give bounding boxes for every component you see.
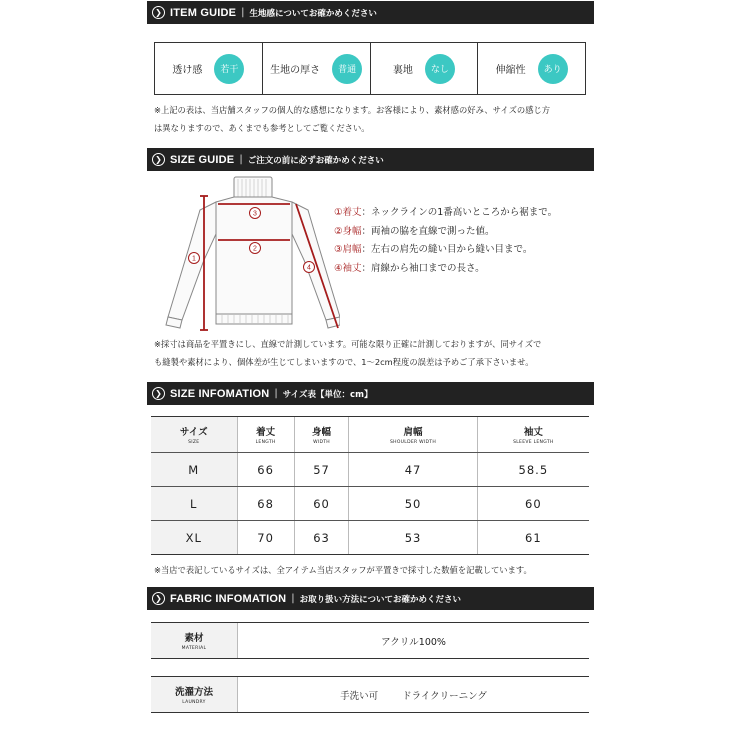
feel-value-badge: 若干 [214, 54, 244, 84]
cell-length: 70 [237, 521, 294, 555]
cell-sleeve: 61 [477, 521, 589, 555]
cell-shoulder: 50 [349, 487, 477, 521]
divider: | [241, 7, 245, 18]
chevron-right-icon: ❯ [152, 592, 165, 605]
cell-size: L [151, 487, 237, 521]
feel-value-badge: 普通 [332, 54, 362, 84]
item-guide-subtitle: 生地感についてお確かめください [249, 8, 377, 19]
table-row [151, 487, 589, 521]
feel-cell-lining [371, 43, 479, 94]
cell-shoulder: 53 [349, 521, 477, 555]
material-value: アクリル100% [237, 623, 589, 658]
marker-label: 3 [253, 210, 257, 218]
legend-item: ②身幅：両袖の脇を直線で測った値。 [334, 225, 495, 237]
size-info-title: SIZE INFOMATION [170, 387, 270, 400]
feel-label: 透け感 [172, 65, 203, 76]
feel-value-badge: あり [538, 54, 568, 84]
size-info-subtitle: サイズ表【単位：cm】 [282, 389, 373, 400]
material-row [151, 622, 589, 659]
measure-line-sleeve [296, 204, 338, 328]
cell-shoulder: 47 [349, 453, 477, 487]
cell-width: 63 [294, 521, 349, 555]
feel-value-badge: なし [425, 54, 455, 84]
laundry-header: 洗濯方法 LAUNDRY [151, 677, 237, 712]
size-guide-subtitle: ご注文の前に必ずお確かめください [247, 155, 384, 166]
cell-sleeve: 58.5 [477, 453, 589, 487]
legend-item: ④袖丈：肩線から袖口までの長さ。 [334, 262, 485, 274]
fabric-info-header [147, 587, 594, 610]
material-header: 素材 MATERIAL [151, 623, 237, 658]
fabric-feel-table [154, 42, 586, 95]
table-header-row [151, 417, 589, 453]
cell-length: 66 [237, 453, 294, 487]
size-info-header [147, 382, 594, 405]
feel-label: 伸縮性 [495, 65, 526, 76]
header-sleeve: 袖丈 SLEEVE LENGTH [477, 417, 589, 453]
chevron-right-icon: ❯ [152, 153, 165, 166]
divider: | [291, 593, 295, 604]
size-table [151, 416, 589, 555]
hem-ribbing [216, 314, 292, 324]
item-guide-note [154, 101, 594, 137]
cell-width: 57 [294, 453, 349, 487]
item-guide-title: ITEM GUIDE [170, 6, 237, 19]
measurement-legend [334, 204, 557, 278]
cell-sleeve: 60 [477, 487, 589, 521]
marker-label: 2 [253, 245, 257, 253]
item-guide-header [147, 1, 594, 24]
marker-label: 1 [192, 255, 196, 263]
size-guide-title: SIZE GUIDE [170, 153, 235, 166]
divider: | [239, 154, 243, 165]
legend-item: ③肩幅：左右の肩先の縫い目から縫い目まで。 [334, 244, 533, 255]
cell-size: M [151, 453, 237, 487]
header-shoulder: 肩幅 SHOULDER WIDTH [349, 417, 477, 453]
size-guide-header [147, 148, 594, 171]
cell-width: 60 [294, 487, 349, 521]
laundry-row [151, 676, 589, 713]
marker-label: 4 [307, 264, 311, 272]
turtleneck-sweater-diagram [160, 172, 340, 340]
feel-cell-thickness [263, 43, 371, 94]
cell-length: 68 [237, 487, 294, 521]
header-length: 着丈 LENGTH [237, 417, 294, 453]
note-line: ※上記の表は、当店舗スタッフの個人的な感想になります。お客様により、素材感の好み、サイズの感じ方 [154, 105, 551, 115]
laundry-dry-clean: ドライクリーニング [402, 690, 487, 702]
feel-cell-stretch [478, 43, 585, 94]
chevron-right-icon: ❯ [152, 6, 165, 19]
table-row [151, 453, 589, 487]
note-line: も縫製や素材により、個体差が生じてしまいますので、1〜2cm程度の誤差は予めご了承下さいませ。 [154, 357, 534, 367]
divider: | [274, 388, 278, 399]
laundry-value [237, 677, 589, 712]
feel-label: 生地の厚さ [270, 65, 321, 76]
chevron-right-icon: ❯ [152, 387, 165, 400]
feel-label: 裏地 [392, 65, 413, 76]
size-guide-note [154, 335, 594, 371]
size-info-note: ※当店で表記しているサイズは、全アイテム当店スタッフが平置きで採寸した数値を記載しています。 [154, 565, 532, 575]
header-size: サイズ SIZE [151, 417, 237, 453]
note-line: ※採寸は商品を平置きにし、直線で計測しています。可能な限り正確に計測しておりますが、同サイズで [154, 339, 542, 349]
laundry-hand-wash: 手洗い可 [340, 690, 379, 702]
feel-cell-transparency [155, 43, 263, 94]
header-width: 身幅 WIDTH [294, 417, 349, 453]
table-row [151, 521, 589, 555]
fabric-info-title: FABRIC INFOMATION [170, 592, 287, 605]
cell-size: XL [151, 521, 237, 555]
note-line: は異なりますので、あくまでも参考としてご覧ください。 [154, 123, 370, 133]
fabric-info-subtitle: お取り扱い方法についてお確かめください [299, 594, 461, 605]
legend-item: ①着丈：ネックラインの1番高いところから裾まで。 [334, 207, 558, 218]
